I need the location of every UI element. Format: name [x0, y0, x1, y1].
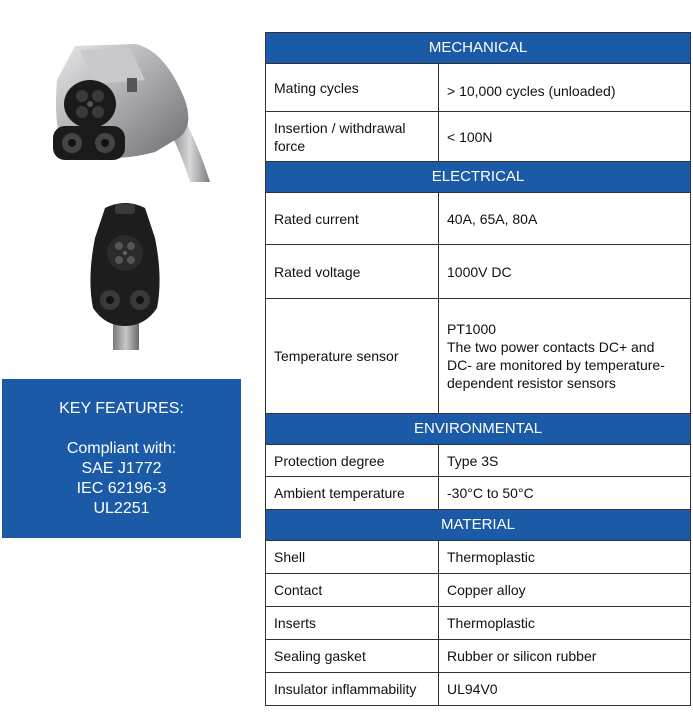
table-row: [266, 607, 691, 640]
spec-value: Rubber or silicon rubber: [439, 640, 691, 673]
spec-value: UL94V0: [439, 673, 691, 706]
section-header-mechanical: MECHANICAL: [266, 33, 691, 64]
table-row: [266, 640, 691, 673]
spec-label: Insertion / withdrawal force: [266, 112, 439, 162]
spec-value: 1000V DC: [439, 245, 691, 299]
spec-label: Rated current: [266, 193, 439, 245]
spec-value: > 10,000 cycles (unloaded): [439, 64, 691, 112]
spec-label: Insulator inflammability: [266, 673, 439, 706]
table-row: [266, 245, 691, 299]
table-row: [266, 541, 691, 574]
spec-value: [439, 299, 691, 414]
table-row: [266, 64, 691, 112]
standard-item: IEC 62196-3: [76, 480, 167, 497]
spec-value: 40A, 65A, 80A: [439, 193, 691, 245]
section-header-environmental: ENVIRONMENTAL: [266, 414, 691, 445]
section-header-material: MATERIAL: [266, 510, 691, 541]
standard-item: UL2251: [93, 500, 150, 517]
spec-label: Shell: [266, 541, 439, 574]
spec-label: Mating cycles: [266, 64, 439, 112]
table-row: [266, 299, 691, 414]
spec-table: [265, 32, 691, 706]
table-row: [266, 112, 691, 162]
spec-label: Rated voltage: [266, 245, 439, 299]
connector-front-photo: [85, 198, 165, 350]
table-row: [266, 445, 691, 477]
spec-value: Type 3S: [439, 445, 691, 477]
spec-value: Thermoplastic: [439, 607, 691, 640]
sensor-description: The two power contacts DC+ and DC- are monitored by temperature-dependent resistor sensors: [447, 339, 665, 391]
spec-label: Ambient temperature: [266, 477, 439, 510]
table-row: [266, 193, 691, 245]
section-header-electrical: ELECTRICAL: [266, 162, 691, 193]
key-features-box: [2, 379, 241, 538]
spec-value: Thermoplastic: [439, 541, 691, 574]
spec-value: Copper alloy: [439, 574, 691, 607]
spec-label: Inserts: [266, 607, 439, 640]
table-row: [266, 673, 691, 706]
spec-label: Sealing gasket: [266, 640, 439, 673]
table-row: [266, 574, 691, 607]
compliant-label: Compliant with:: [66, 440, 177, 457]
spec-value: < 100N: [439, 112, 691, 162]
spec-label: Protection degree: [266, 445, 439, 477]
table-row: [266, 477, 691, 510]
spec-label: Temperature sensor: [266, 299, 439, 414]
spec-value: -30°C to 50°C: [439, 477, 691, 510]
standard-item: SAE J1772: [81, 460, 162, 477]
connector-side-photo: [35, 40, 215, 182]
sensor-type: PT1000: [447, 321, 497, 337]
key-features-title: KEY FEATURES:: [59, 400, 184, 417]
spec-label: Contact: [266, 574, 439, 607]
